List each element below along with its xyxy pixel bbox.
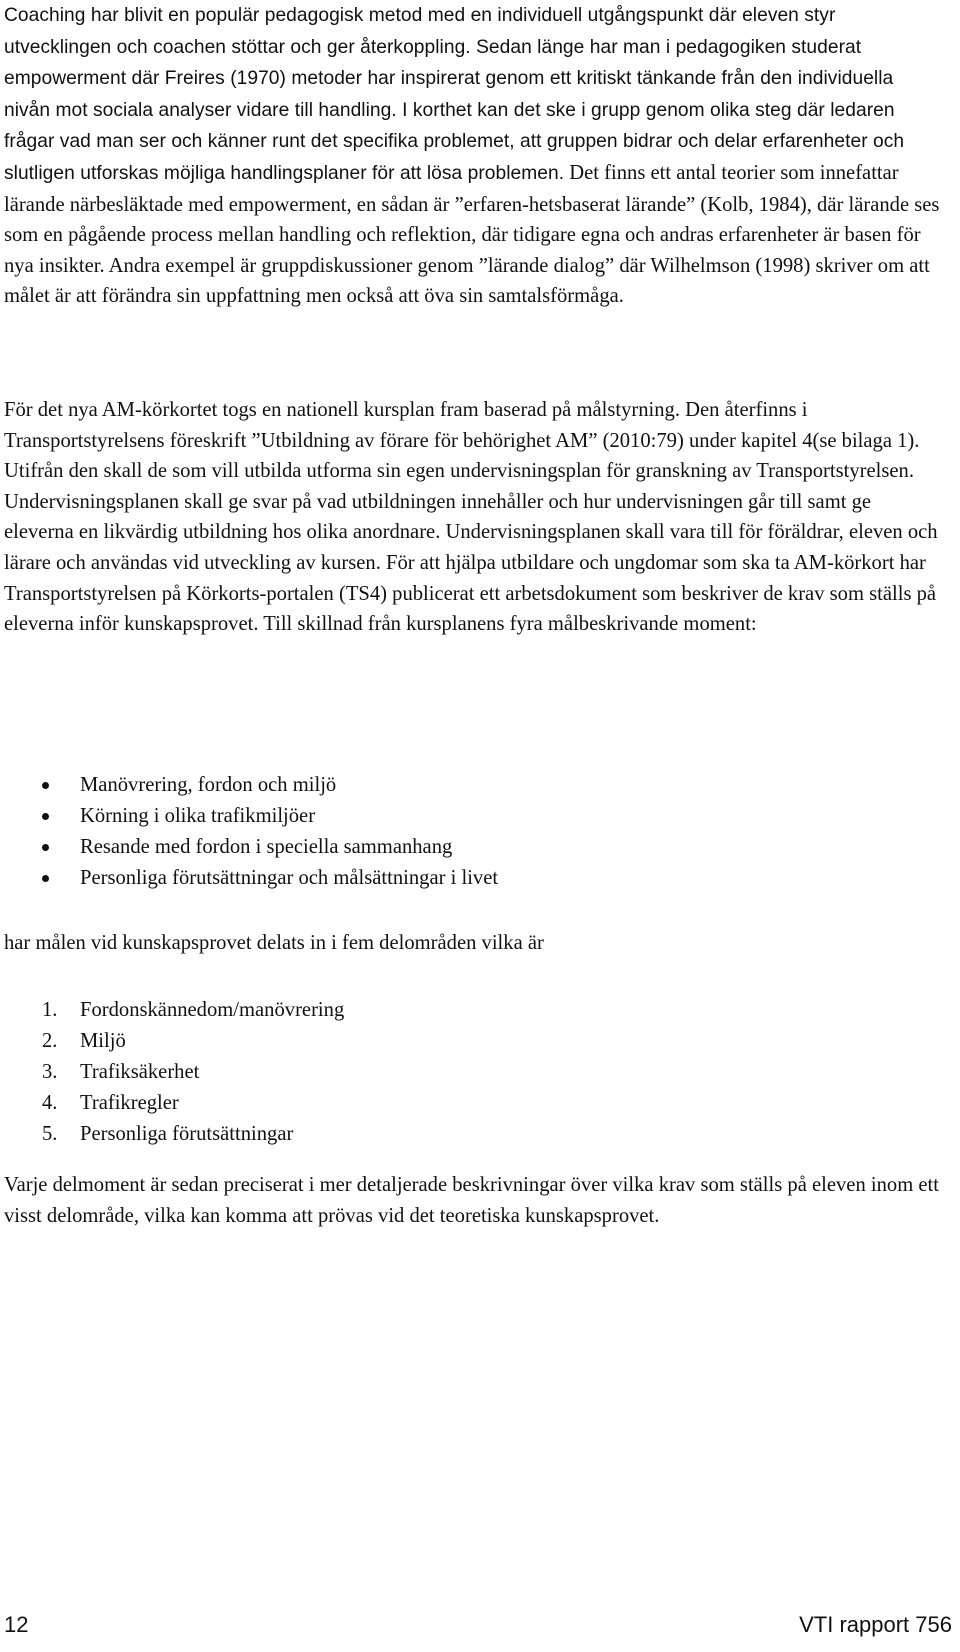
list-item: Manövrering, fordon och miljö [4,770,498,801]
bullet-icon [42,844,49,851]
paragraph-coaching-serif: Det finns ett antal teorier som innefattar lärande närbesläktade med empowerment, en sådan är ”erfaren-hetsbaserat lärande” (Kolb, 1984), där lärande ses som en pågående process mellan handling och reflektion, där tidigare egna och andras erfarenheter är basen för nya insikter. Andra exempel är gruppdiskussioner genom ”lärande dialog” där Wilhelmson (1998) skriver om att målet är att förändra sin uppfattning men också att öva sin samtalsförmåga. [4,161,940,308]
list-item: 3. Trafiksäkerhet [42,1061,200,1083]
bullet-icon [42,782,49,789]
paragraph-coaching-sans: Coaching har blivit en populär pedagogisk metod med en individuell utgångspunkt där eleven styr utvecklingen och coachen stöttar och ger återkoppling. Sedan länge har man i pedagogiken studerat empowerment där Freires (1970) metoder har inspirerat genom ett kritiskt tänkande från den individuella nivån mot sociala analyser vidare till handling. I korthet kan det ske i grupp genom olika steg där ledaren frågar vad man ser och känner runt det specifika problemet, att gruppen bidrar och delar erfarenheter och slutligen utforskas möjliga handlingsplaner för att lösa problemen. [4,5,905,184]
list-item: 5. Personliga förutsättningar [42,1123,294,1145]
list-item: Personliga förutsättningar och målsättningar i livet [4,863,498,894]
list-item: 2. Miljö [42,1030,126,1052]
bullet-icon [42,875,49,882]
paragraph-am-korkort: För det nya AM-körkortet togs en nationell kursplan fram baserad på målstyrning. Den återfinns i Transportstyrelsens föreskrift ”Utbildning av förare för behörighet AM” (2010:79) under kapitel 4(se bilaga 1). Utifrån den skall de som vill utbilda utforma sin egen undervisningsplan för granskning av Transportstyrelsen. Undervisningsplanen skall ge svar på vad utbildningen innehåller och hur undervisningen går till samt ge eleverna en likvärdig utbildning hos olika anordnare. Undervisningsplanen skall vara till för föräldrar, eleven och lärare och användas vid utveckling av kursen. För att hjälpa utbildare och ungdomar som ska ta AM-körkort har Transportstyrelsen på Körkorts-portalen (TS4) publicerat ett arbetsdokument som beskriver de krav som ställs på eleverna inför kunskapsprovet. Till skillnad från kursplanens fyra målbeskrivande moment: [4,399,938,636]
report-label: VTI rapport 756 [799,1612,952,1637]
list-item: 1. Fordonskännedom/manövrering [42,999,345,1021]
page-number: 12 [4,1612,29,1637]
numbered-list-intro: har målen vid kunskapsprovet delats in i fem delområden vilka är [4,932,544,954]
paragraph-coaching [4,0,942,312]
list-item: 4. Trafikregler [42,1092,179,1114]
list-item: Körning i olika trafikmiljöer [4,801,498,832]
bullet-list [4,770,498,894]
list-item: Resande med fordon i speciella sammanhang [4,832,498,863]
paragraph-delmoment: Varje delmoment är sedan preciserat i mer detaljerade beskrivningar över vilka krav som ställs på eleven inom ett visst delområde, vilka kan komma att prövas vid det teoretiska kunskapsprovet. [4,1174,939,1227]
numbered-list [4,995,344,1150]
bullet-icon [42,813,49,820]
